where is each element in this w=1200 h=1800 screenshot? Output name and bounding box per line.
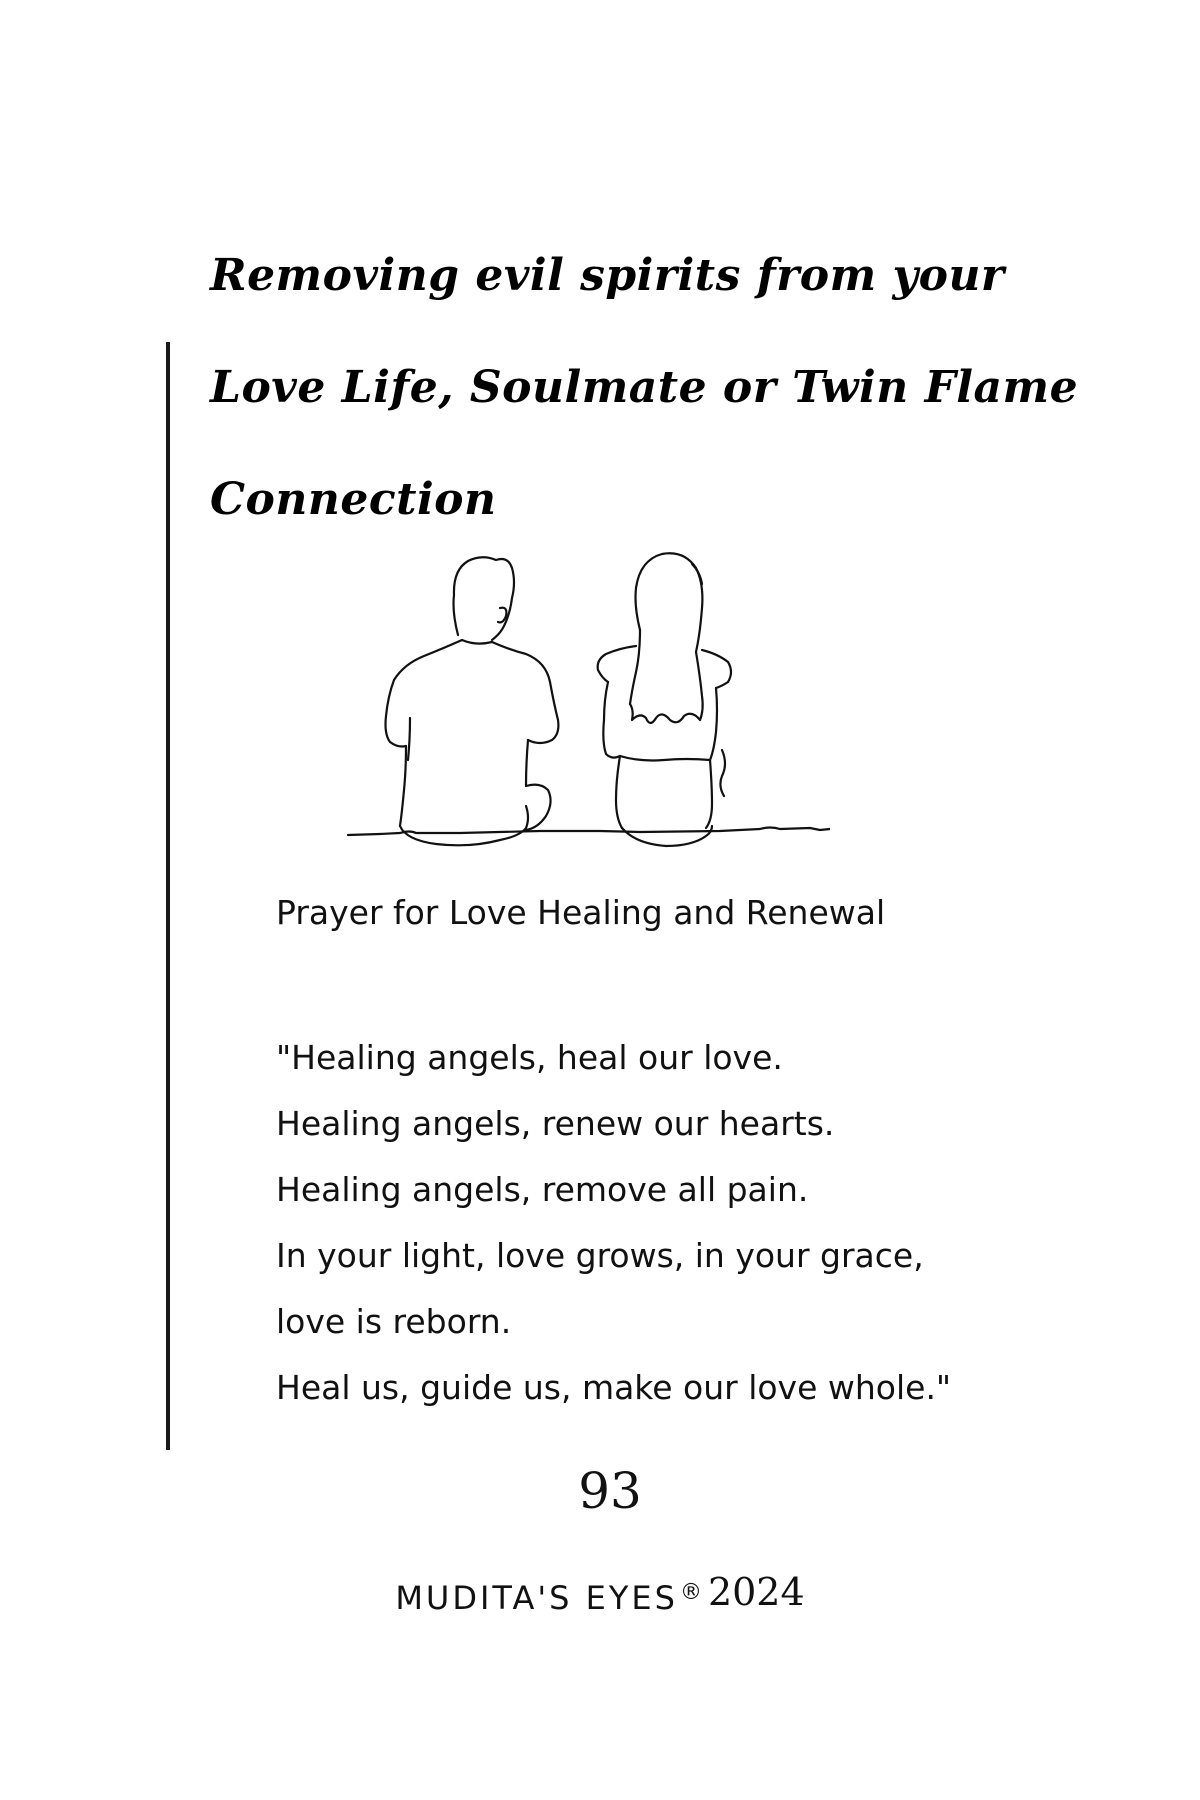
man-body-icon xyxy=(386,640,463,747)
prayer-line: love is reborn. xyxy=(276,1302,512,1341)
page-number: 93 xyxy=(578,1462,642,1520)
title-line-1: Removing evil spirits from your xyxy=(210,250,1005,301)
prayer-heading: Prayer for Love Healing and Renewal xyxy=(276,893,886,932)
prayer-line: Healing angels, remove all pain. xyxy=(276,1170,809,1209)
footer-year: 2024 xyxy=(707,1570,805,1614)
prayer-line: "Healing angels, heal our love. xyxy=(276,1038,783,1077)
prayer-line: Healing angels, renew our hearts. xyxy=(276,1104,835,1143)
title-line-2: Love Life, Soulmate or Twin Flame xyxy=(210,362,1079,413)
left-vertical-rule xyxy=(166,342,170,1450)
woman-head-icon xyxy=(636,553,703,652)
prayer-line: In your light, love grows, in your grace, xyxy=(276,1236,924,1275)
prayer-line: Heal us, guide us, make our love whole." xyxy=(276,1368,952,1407)
woman-body-icon xyxy=(598,646,636,682)
man-head-icon xyxy=(454,557,515,640)
title-line-3: Connection xyxy=(210,474,497,525)
ground-line-icon xyxy=(348,828,830,836)
registered-mark: ® xyxy=(679,1580,702,1605)
prayer-text xyxy=(276,1025,951,1421)
couple-sitting-illustration xyxy=(340,550,830,860)
footer-copyright xyxy=(0,1570,1200,1617)
footer-brand: MUDITA'S EYES xyxy=(395,1579,678,1617)
